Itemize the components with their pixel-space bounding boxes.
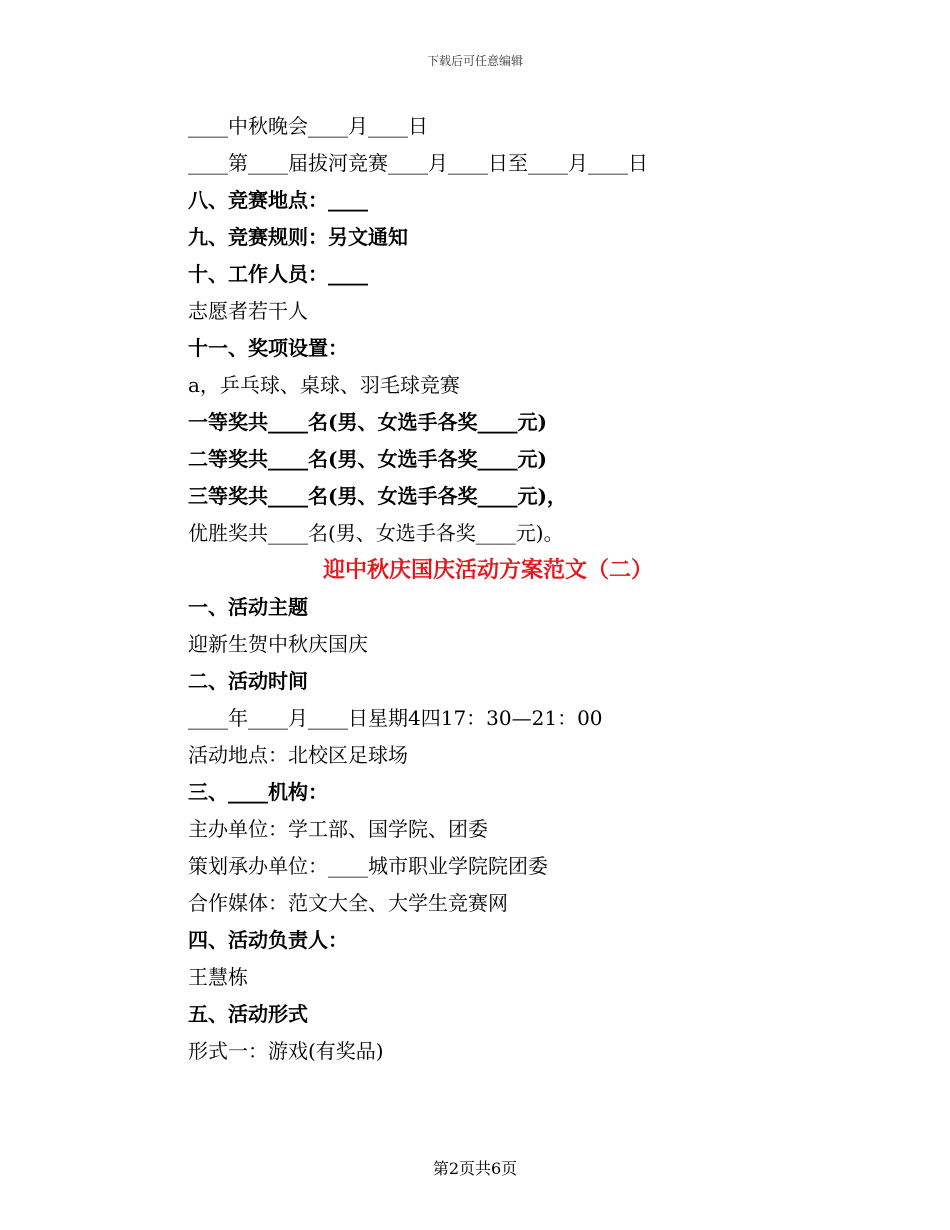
text-line: ____年____月____日星期4四17：30—21：00 — [188, 706, 603, 730]
section-heading: 十一、奖项设置： — [188, 336, 348, 360]
award-line: 三等奖共____名(男、女选手各奖____元)， — [188, 484, 567, 508]
text-line: 志愿者若干人 — [188, 299, 308, 323]
text-line: 合作媒体：范文大全、大学生竞赛网 — [188, 891, 508, 915]
section-heading: 九、竞赛规则：另文通知 — [188, 225, 408, 249]
award-line: 优胜奖共____名(男、女选手各奖____元)。 — [188, 521, 564, 545]
text-line: 策划承办单位：____城市职业学院院团委 — [188, 854, 548, 878]
text-line: 迎新生贺中秋庆国庆 — [188, 632, 368, 656]
text-line: 王慧栋 — [188, 965, 248, 989]
text-line: 主办单位：学工部、国学院、团委 — [188, 817, 488, 841]
section-heading: 一、活动主题 — [188, 595, 308, 619]
section-heading: 三、____机构： — [188, 780, 328, 804]
page-header: 下载后可任意编辑 — [426, 54, 523, 68]
document-title: 迎中秋庆国庆活动方案范文（二） — [322, 557, 653, 583]
document-body — [188, 108, 788, 1070]
text-line: 形式一：游戏(有奖品) — [188, 1039, 384, 1063]
section-heading: 四、活动负责人： — [188, 928, 348, 952]
text-line: a，乒乓球、桌球、羽毛球竞赛 — [188, 373, 460, 397]
text-line: 活动地点：北校区足球场 — [188, 743, 408, 767]
section-heading: 十、工作人员：____ — [188, 262, 368, 286]
text-line: ____中秋晚会____月____日 — [188, 114, 428, 138]
award-line: 一等奖共____名(男、女选手各奖____元) — [188, 410, 547, 434]
section-heading: 八、竞赛地点：____ — [188, 188, 368, 212]
award-line: 二等奖共____名(男、女选手各奖____元) — [188, 447, 547, 471]
section-heading: 二、活动时间 — [188, 669, 308, 693]
text-line: ____第____届拔河竞赛____月____日至____月____日 — [188, 151, 648, 175]
section-heading: 五、活动形式 — [188, 1002, 308, 1026]
page-footer: 第2页共6页 — [432, 1159, 518, 1178]
